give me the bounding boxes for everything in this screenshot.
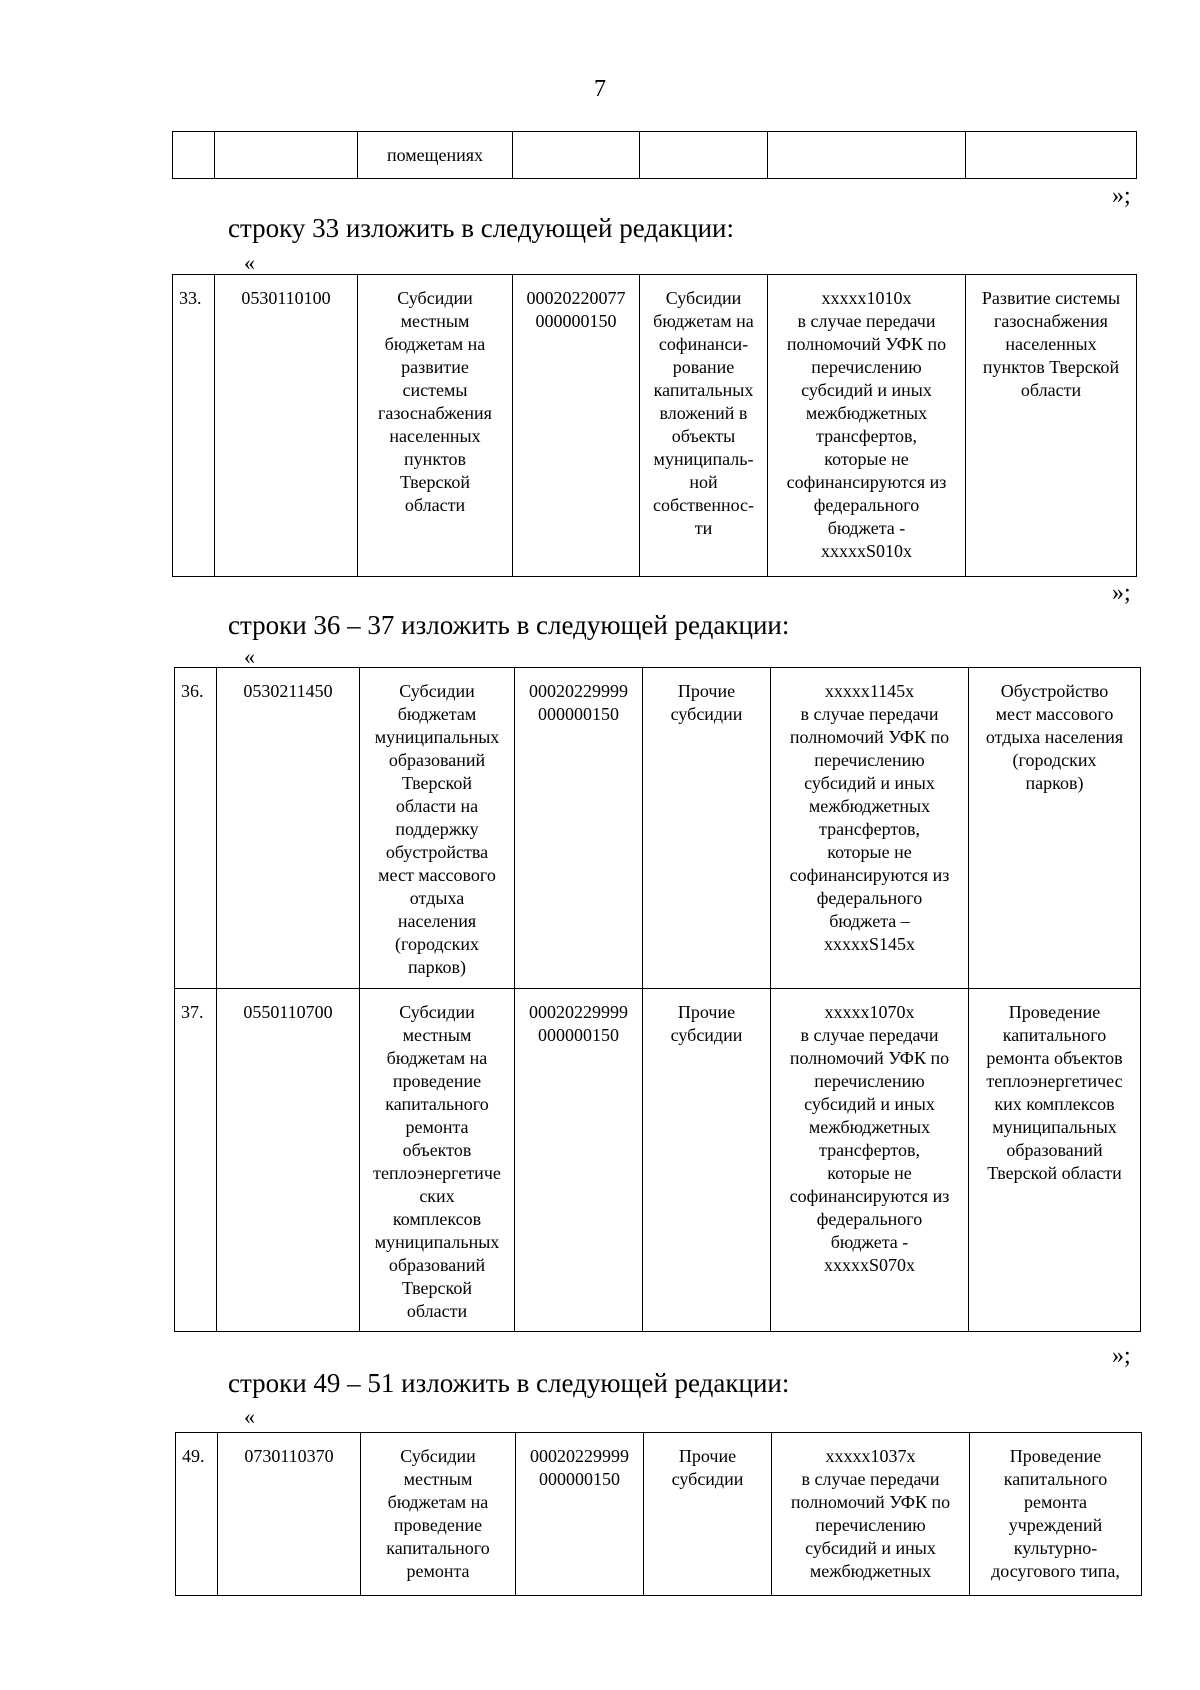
subsidy-name [361,1433,516,1596]
text-line: софинансируются из [789,865,950,885]
subsidy-type [643,989,771,1332]
text-line: Развитие системы [981,288,1121,308]
text-line: системы [402,380,468,400]
text-line: ремонта объектов [986,1048,1123,1068]
text-line: капитальных [653,380,754,400]
text-line: трансфертов, [816,426,917,446]
text-line: ких комплексов [994,1094,1115,1114]
text-line: перечислению [814,750,925,770]
text-line: межбюджетных [808,1117,931,1137]
text-line: Тверской [402,1278,472,1298]
text-line: которые не [827,1163,912,1183]
text-line: населенных [1005,334,1097,354]
table-cell [513,132,640,179]
text-line: муниципальных [374,1232,500,1252]
text-line: вложений в [659,403,748,423]
text-line: xxxxxS070x [823,1255,915,1275]
text-line: софинансируются из [786,472,947,492]
text-line: которые не [824,449,909,469]
text-line: образований [388,750,486,770]
amendment-table [175,1432,1142,1596]
text-line: 000000150 [539,1469,620,1489]
text-line: ной [689,472,718,492]
budget-code [515,989,643,1332]
text-line: обустройства [385,842,489,862]
text-line: xxxxx1145x [824,681,915,701]
row-number: 37. [175,989,217,1332]
text-line: капитального [385,1094,489,1114]
text-line: проведение [393,1515,483,1535]
text-line: местным [402,1025,472,1045]
text-line: области на [395,796,479,816]
budget-code [513,275,640,577]
ufk-code [771,668,969,989]
table-cell [966,132,1137,179]
text-line: газоснабжения [378,403,492,423]
text-line: Субсидии [397,288,473,308]
text-line: культурно- [1013,1538,1098,1558]
text-line: в случае передачи [797,311,936,331]
text-line: полномочий УФК по [789,1048,950,1068]
subsidy-name [358,275,513,577]
text-line: (городских [1012,750,1097,770]
subsidy-type [644,1433,772,1596]
text-line: трансфертов, [819,1140,920,1160]
text-line: софинанси- [658,334,749,354]
text-line: полномочий УФК по [790,1492,951,1512]
text-line: субсидий и иных [805,1538,936,1558]
text-line: парков) [1025,773,1084,793]
text-line: бюджета - [830,1232,909,1252]
row-number: 33. [173,275,215,577]
text-line: бюджетам на [386,1048,488,1068]
text-line: ремонта [405,1117,469,1137]
text-line: местным [400,311,470,331]
purpose [969,668,1141,989]
ufk-code [771,989,969,1332]
table-cell [768,132,966,179]
text-line: софинансируются из [789,1186,950,1206]
text-line: субсидии [670,704,743,724]
text-line: федерального [816,1209,923,1229]
text-line: мест массового [995,704,1114,724]
table-row [173,275,1137,577]
text-line: области [404,495,466,515]
text-line: бюджетам на [653,311,754,331]
text-line: бюджетам на [387,1492,489,1512]
subsidy-name [360,989,515,1332]
text-line: 00020229999 [529,1002,628,1022]
amendment-table [174,667,1141,1332]
text-line: Обустройство [1000,681,1109,701]
opening-quote-mark: « [244,250,255,275]
section-heading: строки 36 – 37 изложить в следующей редакции: [228,610,790,640]
text-line: xxxxxS145x [823,934,915,954]
budget-code [515,668,643,989]
text-line: муниципальных [374,727,500,747]
text-line: отдыха [409,888,465,908]
text-line: комплексов [392,1209,482,1229]
text-line: Субсидии [400,1446,476,1466]
row-number: 49. [176,1433,218,1596]
text-line: 00020229999 [530,1446,629,1466]
text-line: полномочий УФК по [789,727,950,747]
text-line: отдыха населения [985,727,1124,747]
text-line: Тверской области [987,1163,1122,1183]
text-line: Проведение [1009,1446,1102,1466]
text-line: бюджета - [827,518,906,538]
opening-quote-mark: « [244,1404,255,1429]
target-code: 0550110700 [217,989,360,1332]
text-line: ских [419,1186,455,1206]
text-line: мест массового [378,865,496,885]
text-line: капитального [386,1538,490,1558]
text-line: 00020229999 [529,681,628,701]
text-line: федерального [816,888,923,908]
text-line: Прочие [678,1446,737,1466]
text-line: 000000150 [538,1025,619,1045]
text-line: которые не [827,842,912,862]
text-line: теплоэнергетиче [373,1163,501,1183]
text-line: Тверской [400,472,470,492]
text-line: муниципальных [992,1117,1117,1137]
target-code: 0530110100 [215,275,358,577]
text-line: полномочий УФК по [786,334,947,354]
section-heading: строки 49 – 51 изложить в следующей редакции: [228,1368,790,1398]
target-code: 0730110370 [218,1433,361,1596]
text-line: пунктов Тверской [982,357,1120,377]
text-line: пунктов [404,449,466,469]
text-line: Субсидии [399,681,475,701]
text-line: в случае передачи [800,1025,939,1045]
page-number: 7 [594,76,606,102]
text-line: в случае передачи [801,1469,940,1489]
text-line: xxxxx1070x [824,1002,915,1022]
text-line: перечислению [811,357,922,377]
table-cell [640,132,768,179]
text-line: собственнос- [652,495,755,515]
purpose [970,1433,1142,1596]
text-line: образований [1006,1140,1103,1160]
text-line: рование [672,357,735,377]
text-line: парков) [408,957,466,977]
text-line: теплоэнергетичес [986,1071,1123,1091]
text-line: межбюджетных [808,796,931,816]
text-line: населения [397,911,477,931]
text-line: межбюджетных [809,1561,932,1581]
text-line: перечислению [815,1515,926,1535]
text-line: капитального [1003,1469,1108,1489]
text-line: 000000150 [535,311,617,331]
text-line: субсидий и иных [801,380,932,400]
closing-quote-mark: »; [1112,1343,1131,1369]
text-line: перечислению [814,1071,925,1091]
text-line: xxxxxS010x [820,541,912,561]
table-row [176,1433,1142,1596]
subsidy-name [360,668,515,989]
text-line: субсидии [670,1025,743,1045]
text-line: 000000150 [538,704,619,724]
text-line: Тверской [402,773,472,793]
text-line: федерального [813,495,920,515]
text-line: области [406,1301,468,1321]
text-line: населенных [389,426,481,446]
text-line: xxxxx1010x [821,288,912,308]
text-line: Прочие [677,1002,736,1022]
closing-quote-mark: »; [1112,580,1131,606]
text-line: (городских [395,934,479,954]
text-line: Субсидии [665,288,742,308]
row-number: 36. [175,668,217,989]
text-line: Проведение [1008,1002,1101,1022]
budget-code [516,1433,644,1596]
ufk-code [772,1433,970,1596]
closing-quote-mark: »; [1112,183,1131,209]
text-line: образований [388,1255,486,1275]
ufk-code [768,275,966,577]
text-line: учреждений [1008,1515,1103,1535]
text-line: области [1020,380,1082,400]
text-line: субсидии [671,1469,744,1489]
subsidy-type [640,275,768,577]
text-line: 00020220077 [526,288,626,308]
text-line: в случае передачи [800,704,939,724]
text-line: объектов [402,1140,472,1160]
text-line: трансфертов, [819,819,920,839]
section-heading: строку 33 изложить в следующей редакции: [228,213,735,243]
text-line: развитие [401,357,469,377]
table-fragment-top [172,131,1137,179]
purpose [969,989,1141,1332]
text-line: межбюджетных [805,403,928,423]
text-line: досугового типа, [991,1561,1120,1581]
text-line: проведение [392,1071,482,1091]
text-line: xxxxx1037x [825,1446,916,1466]
text-line: Прочие [677,681,736,701]
table-cell [215,132,358,179]
text-line: бюджетам на [384,334,486,354]
text-line: ти [694,518,713,538]
text-line: ремонта [1023,1492,1088,1512]
text-line: Субсидии [399,1002,475,1022]
text-line: местным [403,1469,473,1489]
table-cell: помещениях [358,132,513,179]
text-line: ремонта [406,1561,470,1581]
text-line: муниципаль- [653,449,754,469]
opening-quote-mark: « [244,644,255,669]
text-line: поддержку [395,819,479,839]
table-row [175,989,1141,1332]
amendment-table [172,274,1137,577]
text-line: газоснабжения [994,311,1108,331]
table-cell [173,132,215,179]
table-row [175,668,1141,989]
purpose [966,275,1137,577]
text-line: субсидий и иных [804,1094,935,1114]
text-line: бюджета – [829,911,910,931]
target-code: 0530211450 [217,668,360,989]
text-line: объекты [671,426,736,446]
text-line: бюджетам [397,704,477,724]
text-line: капитального [1002,1025,1107,1045]
subsidy-type [643,668,771,989]
text-line: субсидий и иных [804,773,935,793]
